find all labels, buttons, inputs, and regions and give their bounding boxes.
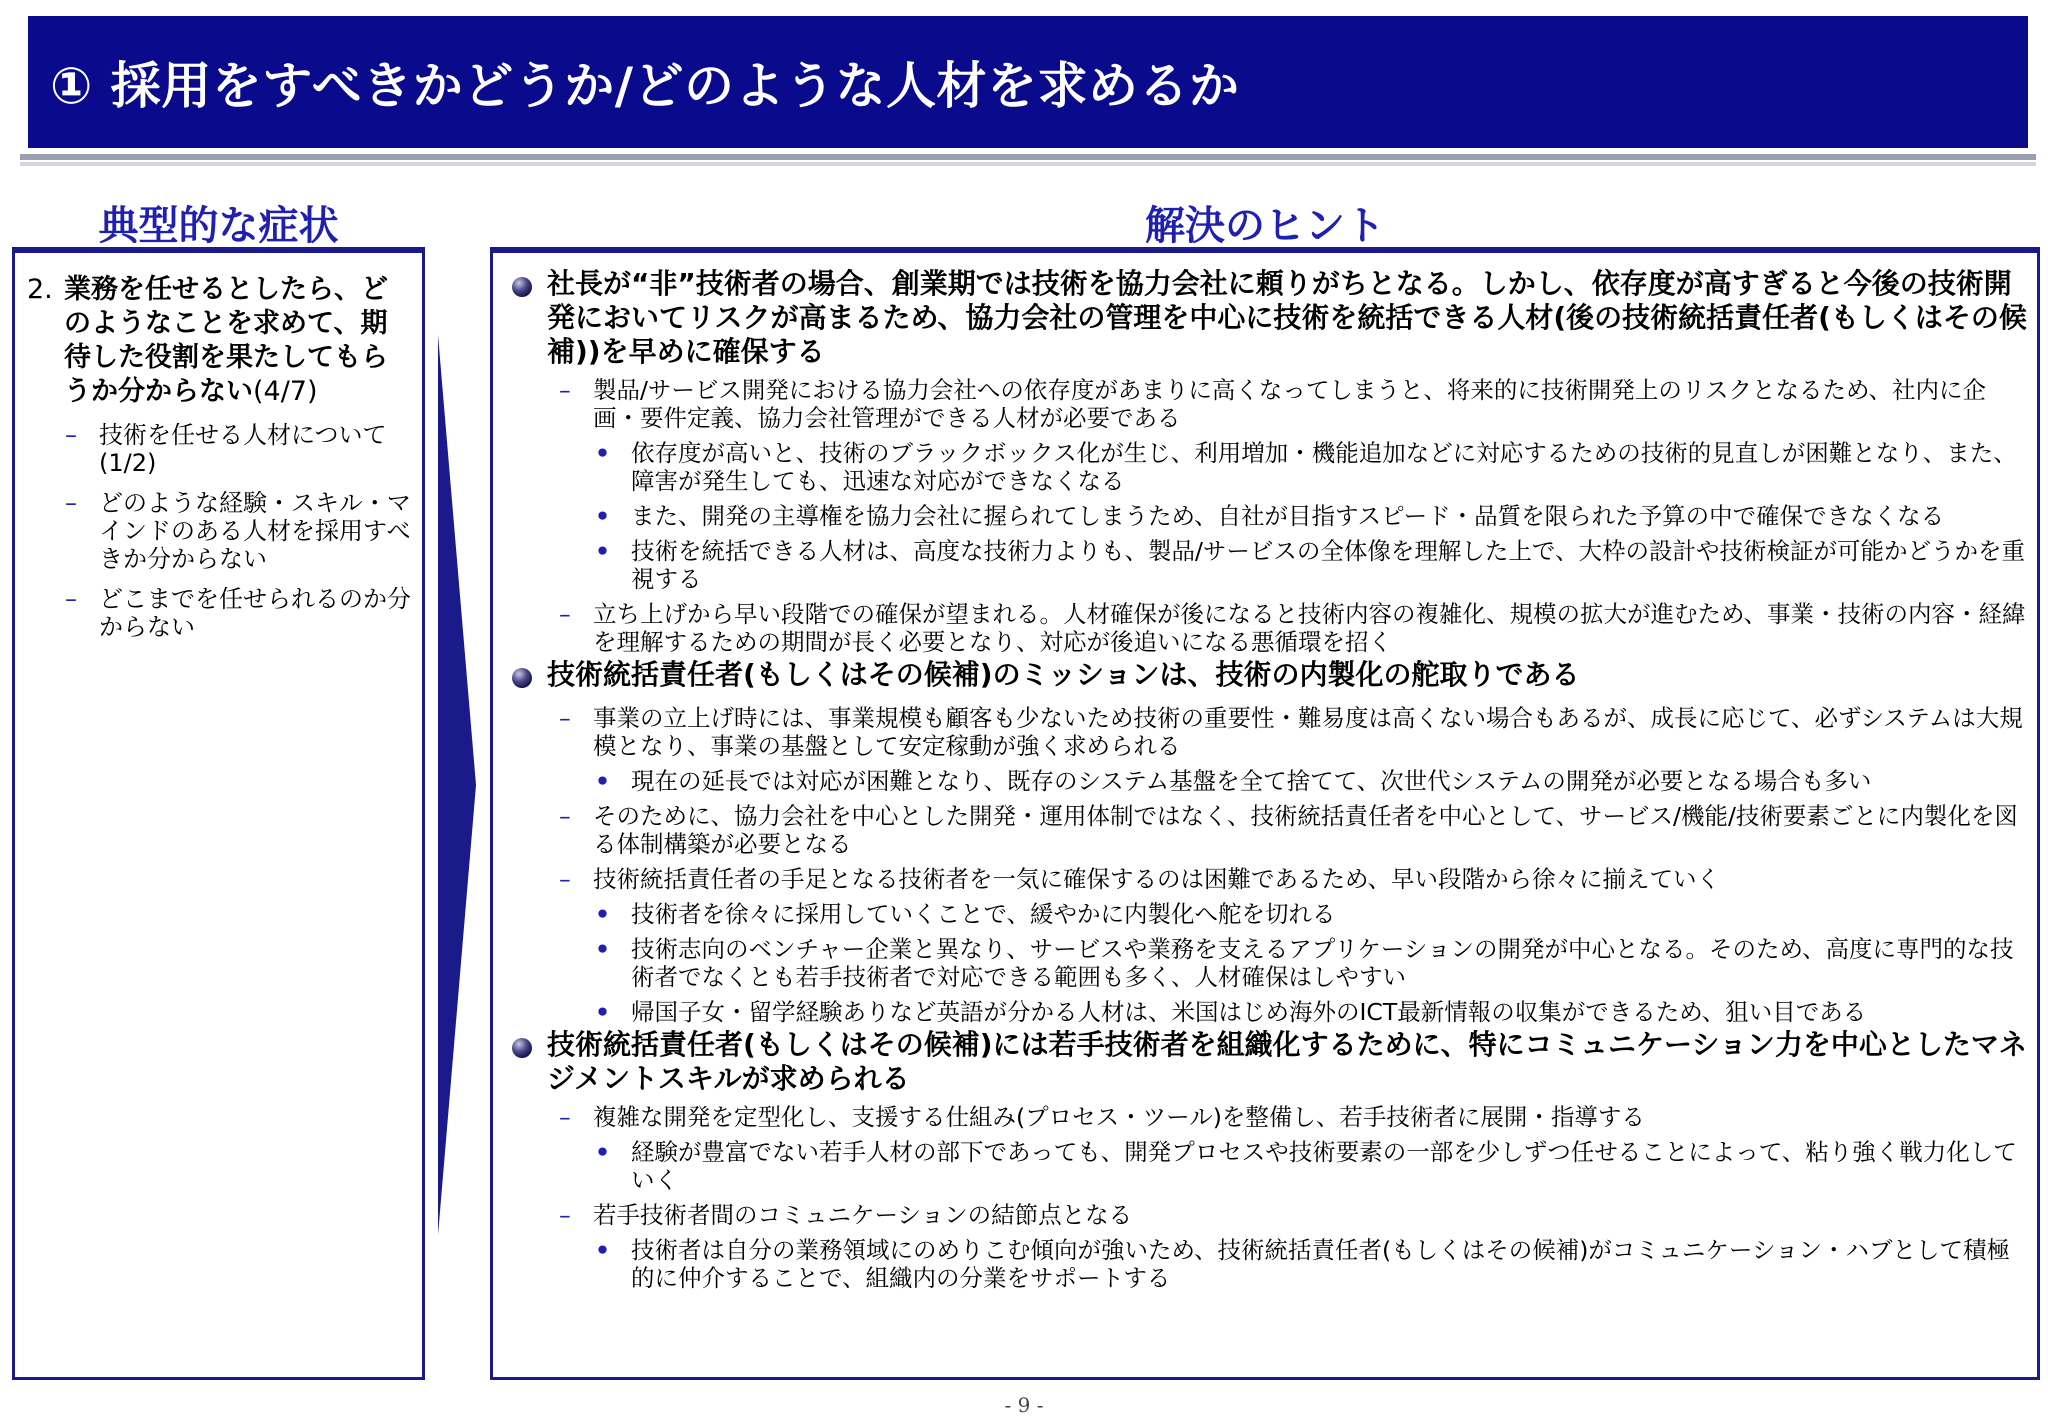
symptom-item: [27, 421, 412, 477]
dot-marker: •: [595, 767, 611, 795]
hint-sub-item: [511, 802, 2027, 858]
dot-marker: •: [595, 502, 611, 530]
hint-sub-item: [511, 600, 2027, 656]
sphere-bullet-icon: [511, 276, 533, 298]
hint-point-text: 技術を統括できる人材は、高度な技術力よりも、製品/サービスの全体像を理解した上で、大枠の設計や技術検証が可能かどうかを重視する: [631, 537, 2025, 593]
hint-point: [511, 439, 2027, 495]
symptom-item-text: どのような経験・スキル・マインドのある人材を採用すべきか分からない: [99, 489, 411, 573]
symptom-number: 2.: [27, 274, 53, 305]
symptom-suffix: (4/7): [253, 376, 318, 407]
title-bar: [28, 16, 2028, 148]
hint-sub-item: [511, 376, 2027, 432]
hint-item: [511, 1028, 2027, 1096]
dash-marker: –: [559, 376, 571, 404]
dash-marker: –: [559, 1201, 571, 1229]
hint-point-text: 帰国子女・留学経験ありなど英語が分かる人材は、米国はじめ海外のICT最新情報の収集ができるため、狙い目である: [631, 998, 1867, 1026]
hint-text: 技術統括責任者(もしくはその候補)のミッションは、技術の内製化の舵取りである: [547, 658, 1580, 691]
hint-item: [511, 658, 2027, 697]
hint-sub-text: 複雑な開発を定型化し、支援する仕組み(プロセス・ツール)を整備し、若手技術者に展開・指導する: [593, 1103, 1645, 1131]
hint-sub-text: 若手技術者間のコミュニケーションの結節点となる: [593, 1201, 1133, 1229]
hint-point: [511, 998, 2027, 1026]
title-underline-light: [20, 162, 2036, 166]
hint-point-text: また、開発の主導権を協力会社に握られてしまうため、自社が目指すスピード・品質を限られた予算の中で確保できなくなる: [631, 502, 1945, 530]
hints-panel: [490, 247, 2040, 1380]
dot-marker: •: [595, 998, 611, 1026]
hint-point: [511, 502, 2027, 530]
hint-sub-text: そのために、協力会社を中心とした開発・運用体制ではなく、技術統括責任者を中心として、サービス/機能/技術要素ごとに内製化を図る体制構築が必要となる: [593, 802, 2018, 858]
hint-bullet: [511, 267, 547, 369]
hint-point-text: 技術者を徐々に採用していくことで、緩やかに内製化へ舵を切れる: [631, 900, 1336, 928]
dash-marker: –: [65, 421, 77, 449]
symptom-item: [27, 585, 412, 641]
dot-marker: •: [595, 537, 611, 565]
dot-marker: •: [595, 900, 611, 928]
hint-point: [511, 767, 2027, 795]
hint-item: [511, 267, 2027, 369]
symptom-heading: [27, 273, 412, 409]
hint-point-text: 現在の延長では対応が困難となり、既存のシステム基盤を全て捨てて、次世代システムの開発が必要となる場合も多い: [631, 767, 1872, 795]
hint-list: [511, 267, 2027, 1292]
hint-sub-item: [511, 1103, 2027, 1131]
hint-sub-item: [511, 704, 2027, 760]
hint-text: 社長が“非”技術者の場合、創業期では技術を協力会社に頼りがちとなる。しかし、依存度が高すぎると今後の技術開発においてリスクが高まるため、協力会社の管理を中心に技術を統括できる人材(後の技術統括責任者(もしくはその候補))を早めに確保する: [547, 267, 2027, 368]
dash-marker: –: [559, 1103, 571, 1131]
chevron-arrow-icon: [436, 335, 480, 1235]
hint-sub-text: 技術統括責任者の手足となる技術者を一気に確保するのは困難であるため、早い段階から徐々に揃えていく: [593, 865, 1721, 893]
hint-sub-item: [511, 865, 2027, 893]
hint-point: [511, 900, 2027, 928]
symptom-item-text: 技術を任せる人材について(1/2): [99, 421, 387, 477]
right-section-heading: 解決のヒント: [1145, 203, 1385, 249]
hint-sub-text: 製品/サービス開発における協力会社への依存度があまりに高くなってしまうと、将来的に技術開発上のリスクとなるため、社内に企画・要件定義、協力会社管理ができる人材が必要である: [593, 376, 1987, 432]
dot-marker: •: [595, 935, 611, 963]
hint-point-text: 依存度が高いと、技術のブラックボックス化が生じ、利用増加・機能追加などに対応するための技術的見直しが困難となり、また、障害が発生しても、迅速な対応ができなくなる: [631, 439, 2017, 495]
title-underline: [20, 154, 2036, 160]
symptom-panel: [12, 247, 425, 1380]
symptom-text: 業務を任せるとしたら、どのようなことを求めて、期待した役割を果たしてもらうか分からない: [64, 274, 388, 407]
dash-marker: –: [559, 865, 571, 893]
hint-bullet: [511, 1028, 547, 1096]
dash-marker: –: [559, 704, 571, 732]
left-section-heading: 典型的な症状: [98, 203, 339, 249]
hint-sub-item: [511, 1201, 2027, 1229]
dash-marker: –: [559, 802, 571, 830]
dot-marker: •: [595, 439, 611, 467]
hint-point-text: 技術者は自分の業務領域にのめりこむ傾向が強いため、技術統括責任者(もしくはその候補)がコミュニケーション・ハブとして積極的に仲介することで、組織内の分業をサポートする: [631, 1236, 2010, 1292]
hint-sub-text: 立ち上げから早い段階での確保が望まれる。人材確保が後になると技術内容の複雑化、規模の拡大が進むため、事業・技術の内容・経緯を理解するための期間が長く必要となり、対応が後追いになる悪循環を招く: [593, 600, 2026, 656]
dash-marker: –: [65, 585, 77, 613]
sphere-bullet-icon: [511, 667, 533, 689]
page-title: ① 採用をすべきかどうか/どのような人材を求めるか: [50, 57, 1240, 115]
hint-point: [511, 537, 2027, 593]
sphere-bullet-icon: [511, 1037, 533, 1059]
dash-marker: –: [65, 489, 77, 517]
hint-point-text: 経験が豊富でない若手人材の部下であっても、開発プロセスや技術要素の一部を少しずつ任せることによって、粘り強く戦力化していく: [631, 1138, 2017, 1194]
dot-marker: •: [595, 1138, 611, 1166]
hint-point-text: 技術志向のベンチャー企業と異なり、サービスや業務を支えるアプリケーションの開発が中心となる。そのため、高度に専門的な技術者でなくとも若手技術者で対応できる範囲も多く、人材確保はしやすい: [631, 935, 2014, 991]
symptom-item-text: どこまでを任せられるのか分からない: [99, 585, 411, 641]
hint-point: [511, 935, 2027, 991]
dash-marker: –: [559, 600, 571, 628]
hint-sub-text: 事業の立上げ時には、事業規模も顧客も少ないため技術の重要性・難易度は高くない場合もあるが、成長に応じて、必ずシステムは大規模となり、事業の基盤として安定稼動が強く求められる: [593, 704, 2023, 760]
symptom-item: [27, 489, 412, 573]
hint-point: [511, 1236, 2027, 1292]
hint-bullet: [511, 658, 547, 697]
dot-marker: •: [595, 1236, 611, 1264]
hint-text: 技術統括責任者(もしくはその候補)には若手技術者を組織化するために、特にコミュニケーション力を中心としたマネジメントスキルが求められる: [547, 1028, 2027, 1095]
symptom-item-list: [27, 421, 412, 641]
page-number: - 9 -: [1004, 1393, 1044, 1417]
hint-point: [511, 1138, 2027, 1194]
